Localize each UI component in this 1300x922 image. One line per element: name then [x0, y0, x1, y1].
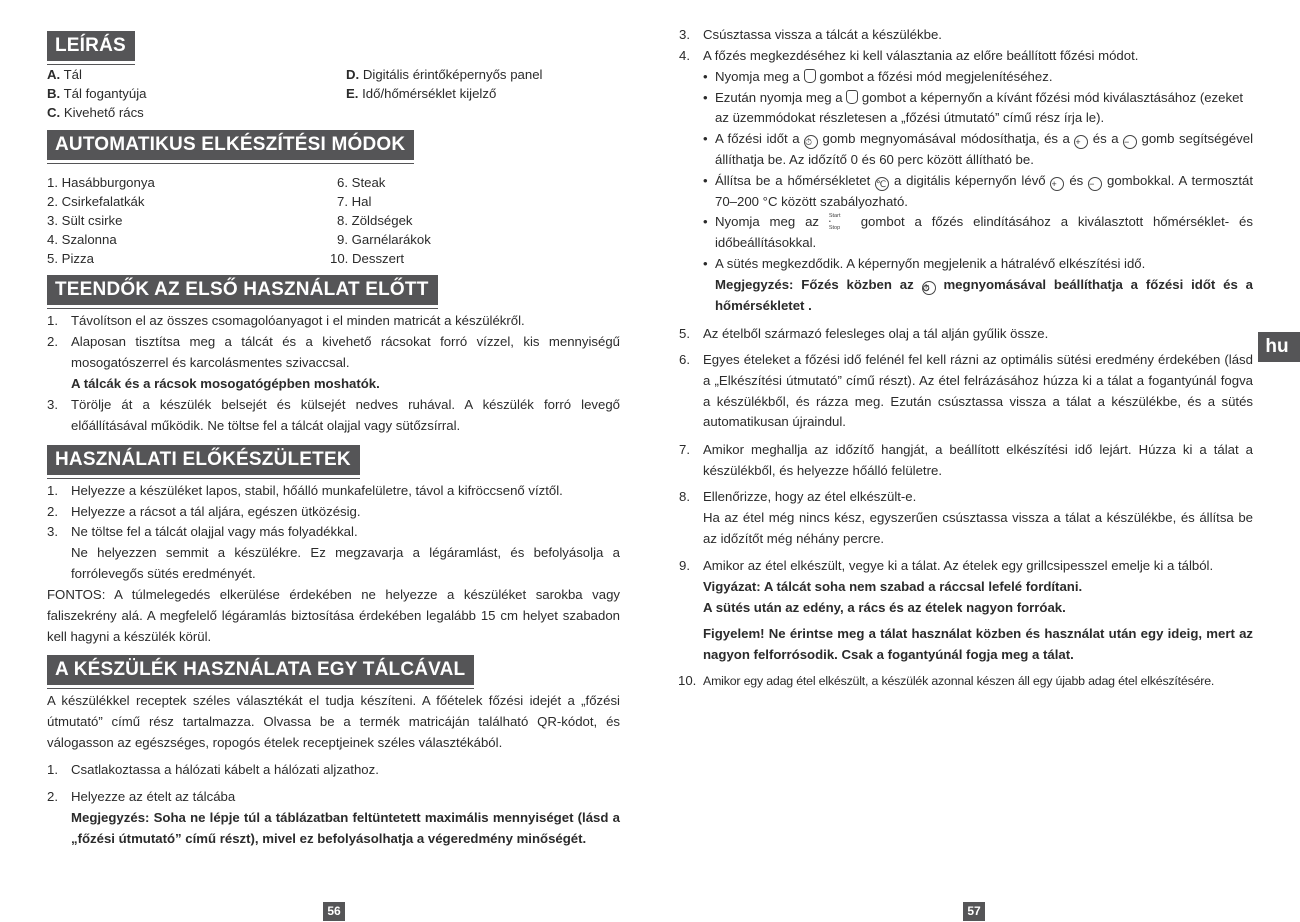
mode-item: 3. Sült csirke: [47, 213, 123, 228]
bullet-item: • Nyomja meg a gombot a főzési mód megjelenítéséhez.: [703, 67, 1253, 88]
minus-button-icon: −: [1088, 177, 1102, 191]
bullet-item: • Nyomja meg az Start • Stop gombot a főzés elindításához a kiválasztott hőmérséklet- és időbeállításokkal.: [703, 212, 1253, 254]
part-item: D. Digitális érintőképernyős panel: [346, 67, 543, 82]
modes-list-right: [330, 173, 431, 268]
timer-button-icon: ⏱: [804, 135, 818, 149]
bullet-item: • Ezután nyomja meg a gombot a képernyőn a kívánt főzési mód kiválasztásához (ezeket az üzemmódokat részletesen a „főzési útmutató” című rész írja le).: [703, 88, 1253, 130]
start-stop-icon: Start • Stop: [828, 213, 841, 232]
mode-item: 9. Garnélarákok: [337, 232, 431, 247]
mode-item: 10. Desszert: [330, 251, 405, 266]
list-item: 2. Helyezze az ételt az tálcába Megjegyzés: Soha ne lépje túl a táblázatban feltüntetett maximális mennyiséget (lásd a „főzési útmutató” című részt), mivel ez befolyásolhatja a végeredmény minőségét.: [47, 789, 620, 846]
language-tab: hu: [1258, 332, 1300, 362]
plus-button-icon: +: [1074, 135, 1088, 149]
cooking-note: Megjegyzés: Főzés közben az ⏱ megnyomásával beállíthatja a főzési időt és a hőmérsékletet .: [715, 276, 1253, 313]
page-number: 57: [963, 902, 985, 921]
timer-button-icon: ⏱: [922, 281, 936, 295]
mode-item: 1. Hasábburgonya: [47, 175, 155, 190]
list-item: 2. Helyezze a rácsot a tál aljára, egészen ütközésig.: [47, 504, 361, 519]
list-item: 3. Csúsztassa vissza a tálcát a készülékbe.: [679, 27, 942, 42]
list-item: 1. Távolítson el az összes csomagolóanyagot i el minden matricát a készülékről.: [47, 313, 525, 328]
section-heading-first-use: TEENDŐK AZ ELSŐ HASZNÁLAT ELŐTT: [47, 275, 438, 305]
list-item: 2. Alaposan tisztítsa meg a tálcát és a kivehető rácsokat forró vízzel, kis mennyiségű mosogatószerrel és karcolásmentes szivaccsal. A tálcák és a rácsok mosogatógépben moshatók.: [47, 334, 620, 391]
parts-list-right: [346, 65, 542, 103]
bullet-item: • Állítsa be a hőmérsékletet ℃ a digitális képernyőn lévő + és − gombokkal. A termosztát 70–200 °C között szabályozható.: [703, 171, 1253, 213]
list-item: 3. Ne töltse fel a tálcát olajjal vagy más folyadékkal. Ne helyezzen semmit a készülékre. Ez megzavarja a légáramlást, és befolyásolja a forrólevegős sütés eredményét.: [47, 524, 620, 581]
parts-list-left: [47, 65, 146, 122]
mode-item: 2. Csirkefalatkák: [47, 194, 145, 209]
list-item: 7. Amikor meghallja az időzítő hangját, a beállított elkészítési idő lejárt. Húzza ki a tálat a készülékből, és helyezze hőálló felületre.: [679, 442, 1253, 478]
part-item: A. Tál: [47, 67, 82, 82]
section-heading-description: LEÍRÁS: [47, 31, 135, 61]
list-item: 4. A főzés megkezdéséhez ki kell választania az előre beállított főzési módot. • Nyomja meg a gombot a főzési mód megjelenítéséhez. • Ezután nyomja meg a gombot a képernyőn a kívánt főzési mód kiválasztásához (ezeket az üzemmódokat részletesen a „főzési útmutató” című rész írja le). • A főzési időt a ⏱ gomb megnyomásával módosíthatja, és a + és a − gomb segítségével állíthatja be. Az időzítő 0 és 60 perc között állítható be. • Állítsa be a hőmérsékletet ℃ a digitális képernyőn lévő + és − gombokkal. A termosztát 70–200 °C között szabályozható. • Nyomja meg az Start • Stop gombot a főzés elindításához a kiválasztott hőmérséklet- és időbeállításokkal. • A sütés megkezdődik. A képernyőn megjelenik a hátralévő elkészítési idő. Megjegyzés: Főzés közben az ⏱ megnyomásával beállíthatja a főzési időt és a hőmérsékletet .: [679, 46, 1253, 316]
list-item: 1. Csatlakoztassa a hálózati kábelt a hálózati aljzathoz.: [47, 762, 379, 777]
part-item: C. Kivehető rács: [47, 105, 144, 120]
bullet-item: • A főzési időt a ⏱ gomb megnyomásával módosíthatja, és a + és a − gomb segítségével állíthatja be. Az időzítő 0 és 60 perc között állítható be.: [703, 129, 1253, 171]
list-item: 5. Az ételből származó felesleges olaj a tál alján gyűlik össze.: [679, 326, 1049, 341]
mode-item: 7. Hal: [337, 194, 372, 209]
mode-item: 4. Szalonna: [47, 232, 117, 247]
plus-button-icon: +: [1050, 177, 1064, 191]
page-number: 56: [323, 902, 345, 921]
minus-button-icon: −: [1123, 135, 1137, 149]
bullet-item: • A sütés megkezdődik. A képernyőn megjelenik a hátralévő elkészítési idő. Megjegyzés: Főzés közben az ⏱ megnyomásával beállíthatja a főzési időt és a hőmérsékletet .: [703, 254, 1253, 316]
mode-item: 8. Zöldségek: [337, 213, 413, 228]
list-item: 1. Helyezze a készüléket lapos, stabil, hőálló munkafelületre, távol a kifröccsenő víztől.: [47, 483, 563, 498]
important-note: FONTOS: A túlmelegedés elkerülése érdekében ne helyezze a készüléket sarokba vagy faliszekrény alá. A megfelelő légáramlás biztosítása érdekében legalább 15 cm helyet szabadon kell hagyni a készülék körül.: [47, 587, 620, 644]
section-heading-usage: A KÉSZÜLÉK HASZNÁLATA EGY TÁLCÁVAL: [47, 655, 474, 685]
mode-item: 5. Pizza: [47, 251, 94, 266]
part-item: B. Tál fogantyúja: [47, 86, 147, 101]
mode-button-icon: [846, 90, 858, 104]
list-item: 10. Amikor egy adag étel elkészült, a készülék azonnal készen áll egy újabb adag étel elkészítésére.: [678, 673, 1215, 688]
list-item: 8. Ellenőrizze, hogy az étel elkészült-e. Ha az étel még nincs kész, egyszerűen csúsztassa vissza a tálat a készülékbe, és állítsa be az időzítőt még néhány percre.: [679, 489, 1253, 546]
list-item: 6. Egyes ételeket a főzési idő felénél fel kell rázni az optimális sütési eredmény érdekében (lásd a „Elkészítési útmutató” című részt). Az étel felrázásához húzza ki a tálat a fogantyúnál fogva a készülékből, és rázza meg. Ezután csúsztassa vissza a tálat a készülékbe, és a sütés automatikusan újraindul.: [679, 352, 1253, 430]
temperature-button-icon: ℃: [875, 177, 889, 191]
mode-button-icon: [804, 69, 816, 83]
part-item: E. Idő/hőmérséklet kijelző: [346, 86, 497, 101]
section-heading-modes: AUTOMATIKUS ELKÉSZÍTÉSI MÓDOK: [47, 130, 414, 160]
list-item: 3. Törölje át a készülék belsejét és külsejét nedves ruhával. A készülék forró levegő előállításával működik. Ne töltse fel a tálcát olajjal vagy sütőzsírral.: [47, 397, 620, 433]
list-item: 9. Amikor az étel elkészült, vegye ki a tálat. Az ételek egy grillcsipesszel emelje ki a tálból. Vigyázat: A tálcát soha nem szabad a ráccsal lefelé fordítani. A sütés után az edény, a rács és az ételek nagyon forróak. Figyelem! Ne érintse meg a tálat használat közben és használat után egy ideig, mert az nagyon felforrósodik. Csak a fogantyúnál fogja meg a tálat.: [679, 558, 1253, 663]
mode-item: 6. Steak: [337, 175, 386, 190]
modes-list-left: [47, 173, 155, 268]
section-heading-preparation: HASZNÁLATI ELŐKÉSZÜLETEK: [47, 445, 360, 475]
usage-intro: A készülékkel receptek széles választékát el tudja készíteni. A főételek főzési idejét a „főzési útmutató” című rész tartalmazza. Olvassa be a termék matricáján található QR-kódot, és válogasson az egészséges, ropogós ételek receptjeinek széles választékából.: [47, 693, 620, 750]
